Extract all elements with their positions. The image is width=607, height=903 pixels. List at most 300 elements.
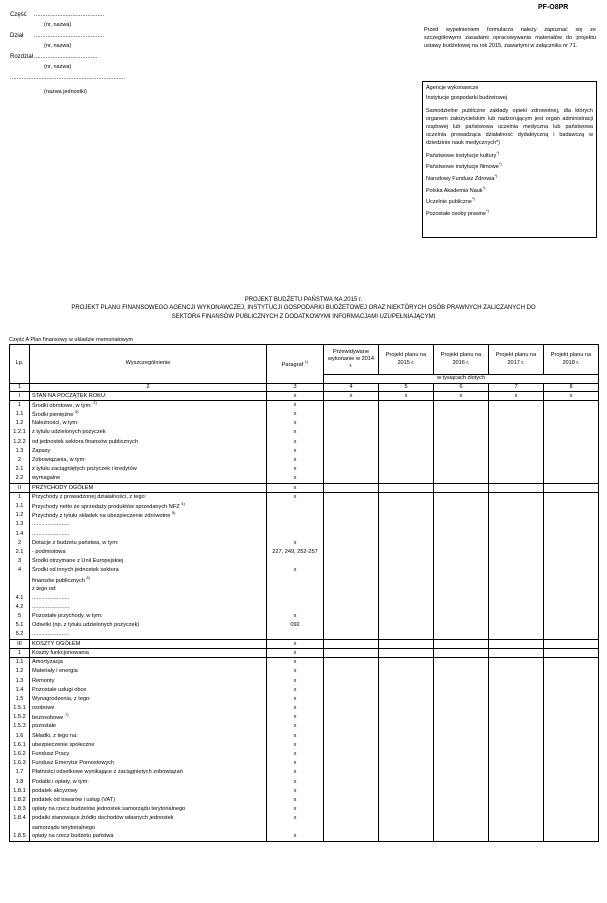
row-value-cell[interactable]	[324, 722, 379, 731]
row-value-cell[interactable]	[324, 759, 379, 768]
dzial-label: Dział	[10, 33, 24, 39]
dzial-sub: (nr, nazwa)	[44, 43, 72, 49]
row-value-cell[interactable]	[379, 833, 434, 842]
part-a-title: Część A Plan finansowy w układzie memoriałowym	[9, 337, 134, 343]
row-paragraph: x	[267, 731, 324, 740]
row-value-cell[interactable]	[434, 722, 489, 731]
row-description: Środki otrzymane z Unii Europejskiej	[30, 557, 267, 566]
row-value-cell[interactable]	[489, 686, 544, 695]
row-value-cell[interactable]	[379, 667, 434, 676]
row-value-cell[interactable]	[489, 823, 544, 832]
row-value-cell[interactable]	[489, 465, 544, 474]
row-value-cell[interactable]	[544, 750, 599, 759]
row-description: ........................	[30, 529, 267, 538]
row-value-cell[interactable]	[379, 750, 434, 759]
row-value-cell[interactable]	[379, 741, 434, 750]
row-value-cell[interactable]	[544, 805, 599, 814]
row-value-cell[interactable]	[489, 437, 544, 446]
row-value-cell[interactable]	[324, 833, 379, 842]
row-value-cell[interactable]	[544, 401, 599, 410]
row-value-cell[interactable]	[434, 658, 489, 667]
row-value-cell[interactable]	[324, 731, 379, 740]
row-description: z tytułu zaciągniętych pożyczek i kredytów	[30, 465, 267, 474]
row-value-cell[interactable]	[434, 575, 489, 584]
row-value-cell[interactable]	[379, 548, 434, 557]
row-value-cell[interactable]	[324, 704, 379, 713]
row-value-cell[interactable]	[489, 704, 544, 713]
row-paragraph: x	[267, 814, 324, 823]
row-value-cell[interactable]: x	[489, 392, 544, 401]
row-value-cell[interactable]	[489, 713, 544, 722]
row-value-cell[interactable]	[324, 474, 379, 483]
row-value-cell[interactable]	[324, 483, 379, 492]
row-value-cell[interactable]	[379, 502, 434, 511]
row-value-cell[interactable]	[434, 612, 489, 621]
row-value-cell[interactable]	[324, 814, 379, 823]
row-value-cell[interactable]	[489, 410, 544, 419]
row-value-cell[interactable]	[434, 649, 489, 658]
row-value-cell[interactable]	[379, 603, 434, 612]
row-value-cell[interactable]	[379, 814, 434, 823]
row-value-cell[interactable]	[324, 796, 379, 805]
row-value-cell[interactable]	[489, 557, 544, 566]
row-value-cell[interactable]	[324, 511, 379, 520]
row-value-cell[interactable]	[489, 777, 544, 786]
row-value-cell[interactable]	[324, 447, 379, 456]
row-value-cell[interactable]	[489, 667, 544, 676]
row-value-cell[interactable]	[379, 768, 434, 777]
row-value-cell[interactable]	[324, 649, 379, 658]
row-value-cell[interactable]	[379, 539, 434, 548]
row-value-cell[interactable]	[544, 741, 599, 750]
row-value-cell[interactable]	[544, 722, 599, 731]
row-value-cell[interactable]	[379, 511, 434, 520]
row-value-cell[interactable]	[489, 520, 544, 529]
row-value-cell[interactable]	[379, 676, 434, 685]
row-lp: 1.5.3	[10, 722, 30, 731]
row-value-cell[interactable]	[324, 539, 379, 548]
row-value-cell[interactable]	[489, 833, 544, 842]
row-value-cell[interactable]	[434, 787, 489, 796]
row-value-cell[interactable]: x	[379, 392, 434, 401]
row-value-cell[interactable]	[489, 447, 544, 456]
row-value-cell[interactable]	[324, 529, 379, 538]
row-value-cell[interactable]	[324, 686, 379, 695]
row-value-cell[interactable]	[379, 649, 434, 658]
row-value-cell[interactable]	[544, 777, 599, 786]
row-value-cell[interactable]	[489, 658, 544, 667]
row-lp: 1.1	[10, 658, 30, 667]
row-value-cell[interactable]	[489, 676, 544, 685]
row-value-cell[interactable]	[434, 704, 489, 713]
row-value-cell[interactable]	[489, 731, 544, 740]
row-value-cell[interactable]	[544, 548, 599, 557]
row-value-cell[interactable]	[434, 493, 489, 502]
row-value-cell[interactable]	[544, 603, 599, 612]
row-value-cell[interactable]	[434, 777, 489, 786]
row-value-cell[interactable]	[489, 401, 544, 410]
row-value-cell[interactable]	[489, 630, 544, 639]
row-value-cell[interactable]	[489, 529, 544, 538]
row-value-cell[interactable]	[324, 640, 379, 649]
row-value-cell[interactable]	[324, 750, 379, 759]
row-value-cell[interactable]	[544, 695, 599, 704]
row-value-cell[interactable]	[489, 695, 544, 704]
row-value-cell[interactable]	[489, 575, 544, 584]
entity-type-item[interactable]: Uczelnie publiczne*)	[426, 196, 475, 206]
row-value-cell[interactable]	[489, 640, 544, 649]
row-value-cell[interactable]	[379, 796, 434, 805]
row-value-cell[interactable]	[379, 640, 434, 649]
column-numbers-row	[10, 384, 599, 392]
row-lp	[10, 823, 30, 832]
table-row	[10, 456, 599, 465]
row-value-cell[interactable]	[379, 419, 434, 428]
row-value-cell[interactable]	[489, 612, 544, 621]
row-value-cell[interactable]	[324, 584, 379, 593]
row-value-cell[interactable]	[379, 621, 434, 630]
row-value-cell[interactable]	[489, 621, 544, 630]
row-value-cell[interactable]	[324, 768, 379, 777]
row-value-cell[interactable]	[379, 704, 434, 713]
row-value-cell[interactable]	[379, 447, 434, 456]
row-value-cell[interactable]	[489, 511, 544, 520]
row-value-cell[interactable]	[434, 474, 489, 483]
row-value-cell[interactable]	[544, 456, 599, 465]
row-value-cell[interactable]	[544, 474, 599, 483]
row-value-cell[interactable]	[489, 759, 544, 768]
row-value-cell[interactable]	[379, 823, 434, 832]
row-value-cell[interactable]	[434, 621, 489, 630]
row-value-cell[interactable]	[544, 796, 599, 805]
table-row	[10, 465, 599, 474]
row-value-cell[interactable]	[544, 539, 599, 548]
row-value-cell[interactable]	[544, 502, 599, 511]
entity-type-healthcare[interactable]: Samodzielne publiczne zakłady opieki zdrowotnej, dla których organem założycielskim lub nadzorującym jest organ administracji rządowej lub państwowa uczelnia medyczna lub państwowa uczelnia prowadząca działalność dydaktyczną i badawczą w dziedzinie nauk medycznych*)	[426, 108, 593, 146]
row-lp: 1.2	[10, 419, 30, 428]
row-value-cell[interactable]	[324, 575, 379, 584]
row-value-cell[interactable]	[324, 410, 379, 419]
row-value-cell[interactable]	[379, 575, 434, 584]
row-value-cell[interactable]	[434, 640, 489, 649]
row-value-cell[interactable]	[544, 768, 599, 777]
row-value-cell[interactable]	[324, 787, 379, 796]
row-value-cell[interactable]	[489, 548, 544, 557]
row-value-cell[interactable]	[544, 566, 599, 575]
row-value-cell[interactable]	[434, 520, 489, 529]
entity-type-item[interactable]: Państwowe instytucje kultury*)	[426, 149, 500, 159]
row-value-cell[interactable]	[379, 612, 434, 621]
row-value-cell[interactable]	[434, 823, 489, 832]
row-value-cell[interactable]	[379, 557, 434, 566]
row-value-cell[interactable]	[544, 630, 599, 639]
row-value-cell[interactable]	[379, 686, 434, 695]
row-value-cell[interactable]	[434, 833, 489, 842]
row-value-cell[interactable]	[324, 630, 379, 639]
row-value-cell[interactable]	[544, 594, 599, 603]
row-value-cell[interactable]	[379, 428, 434, 437]
table-row	[10, 796, 599, 805]
row-value-cell[interactable]	[324, 603, 379, 612]
row-value-cell[interactable]	[379, 465, 434, 474]
row-paragraph: x	[267, 768, 324, 777]
row-value-cell[interactable]	[489, 419, 544, 428]
entity-type-budget-institutions[interactable]: Instytucje gospodarki budżetowej	[426, 95, 508, 101]
row-value-cell[interactable]	[489, 787, 544, 796]
row-value-cell[interactable]	[434, 557, 489, 566]
row-value-cell[interactable]	[544, 833, 599, 842]
row-value-cell[interactable]	[324, 676, 379, 685]
row-lp: 3	[10, 557, 30, 566]
row-value-cell[interactable]	[544, 759, 599, 768]
row-value-cell[interactable]	[544, 640, 599, 649]
row-value-cell[interactable]	[324, 612, 379, 621]
row-value-cell[interactable]	[489, 796, 544, 805]
row-value-cell[interactable]	[489, 456, 544, 465]
row-value-cell[interactable]	[489, 603, 544, 612]
row-value-cell[interactable]	[324, 695, 379, 704]
row-value-cell[interactable]	[489, 584, 544, 593]
row-value-cell[interactable]	[434, 401, 489, 410]
row-value-cell[interactable]	[324, 777, 379, 786]
entity-type-item[interactable]: Pozostałe osoby prawne*)	[426, 207, 489, 217]
row-value-cell[interactable]	[434, 805, 489, 814]
row-value-cell[interactable]	[324, 557, 379, 566]
row-value-cell[interactable]	[544, 410, 599, 419]
row-value-cell[interactable]	[489, 428, 544, 437]
table-row	[10, 777, 599, 786]
row-lp: 1.6.3	[10, 759, 30, 768]
entity-type-list	[426, 151, 593, 221]
row-value-cell[interactable]	[544, 823, 599, 832]
row-value-cell[interactable]	[544, 428, 599, 437]
row-value-cell[interactable]	[379, 805, 434, 814]
column-number: 3	[267, 384, 324, 392]
row-value-cell[interactable]	[544, 713, 599, 722]
row-value-cell[interactable]	[379, 584, 434, 593]
row-value-cell[interactable]	[434, 502, 489, 511]
row-value-cell[interactable]	[544, 465, 599, 474]
row-value-cell[interactable]	[324, 805, 379, 814]
row-paragraph: x	[267, 695, 324, 704]
row-value-cell[interactable]	[544, 787, 599, 796]
row-value-cell[interactable]	[324, 658, 379, 667]
row-value-cell[interactable]	[324, 823, 379, 832]
row-value-cell[interactable]	[544, 419, 599, 428]
row-value-cell[interactable]	[434, 548, 489, 557]
entity-type-item[interactable]: Państwowe instytucje filmowe*)	[426, 161, 502, 171]
row-value-cell[interactable]	[434, 676, 489, 685]
row-value-cell[interactable]	[324, 713, 379, 722]
row-value-cell[interactable]	[434, 539, 489, 548]
row-value-cell[interactable]	[434, 768, 489, 777]
row-value-cell[interactable]	[489, 750, 544, 759]
row-value-cell[interactable]	[544, 676, 599, 685]
row-value-cell[interactable]	[434, 529, 489, 538]
row-value-cell[interactable]	[544, 520, 599, 529]
entity-type-item[interactable]: Narodowy Fundusz Zdrowia*)	[426, 173, 498, 182]
row-value-cell[interactable]	[434, 603, 489, 612]
row-lp: 1.3	[10, 676, 30, 685]
row-value-cell[interactable]	[434, 741, 489, 750]
row-value-cell[interactable]	[379, 401, 434, 410]
row-value-cell[interactable]	[434, 796, 489, 805]
row-value-cell[interactable]	[379, 437, 434, 446]
row-value-cell[interactable]	[379, 594, 434, 603]
row-value-cell[interactable]	[544, 575, 599, 584]
row-value-cell[interactable]	[544, 686, 599, 695]
row-value-cell[interactable]	[379, 474, 434, 483]
row-value-cell[interactable]	[379, 493, 434, 502]
row-value-cell[interactable]	[544, 529, 599, 538]
row-value-cell[interactable]	[379, 713, 434, 722]
row-value-cell[interactable]	[379, 695, 434, 704]
row-value-cell[interactable]	[324, 401, 379, 410]
row-value-cell[interactable]	[489, 566, 544, 575]
row-lp: 1.5	[10, 695, 30, 704]
table-row	[10, 630, 599, 639]
row-value-cell[interactable]	[544, 447, 599, 456]
row-value-cell[interactable]	[434, 731, 489, 740]
row-value-cell[interactable]	[324, 741, 379, 750]
row-value-cell[interactable]	[324, 465, 379, 474]
row-value-cell[interactable]	[324, 667, 379, 676]
row-value-cell[interactable]	[379, 520, 434, 529]
czesc-field[interactable]: ..........................................	[34, 12, 105, 18]
jednostka-field[interactable]: .....................................................................	[10, 75, 126, 81]
row-value-cell[interactable]	[324, 437, 379, 446]
row-value-cell[interactable]	[324, 428, 379, 437]
row-value-cell[interactable]	[434, 428, 489, 437]
row-value-cell[interactable]	[379, 529, 434, 538]
row-value-cell[interactable]	[379, 722, 434, 731]
row-value-cell[interactable]	[324, 548, 379, 557]
row-value-cell[interactable]	[434, 686, 489, 695]
table-row	[10, 548, 599, 557]
row-value-cell[interactable]	[489, 741, 544, 750]
row-description: Fundusz Emerytur Pomostowych	[30, 759, 267, 768]
row-value-cell[interactable]	[434, 713, 489, 722]
row-value-cell[interactable]	[544, 704, 599, 713]
row-value-cell[interactable]	[324, 419, 379, 428]
row-value-cell[interactable]	[434, 759, 489, 768]
row-value-cell[interactable]	[434, 814, 489, 823]
row-value-cell[interactable]	[544, 511, 599, 520]
row-value-cell[interactable]	[324, 456, 379, 465]
row-value-cell[interactable]	[544, 814, 599, 823]
row-description: - podmiotowa	[30, 548, 267, 557]
row-value-cell[interactable]	[434, 456, 489, 465]
row-value-cell[interactable]	[379, 483, 434, 492]
row-value-cell[interactable]	[489, 539, 544, 548]
dzial-field[interactable]: ..........................................	[34, 33, 105, 39]
row-value-cell[interactable]	[544, 658, 599, 667]
row-value-cell[interactable]	[544, 483, 599, 492]
row-value-cell[interactable]	[379, 787, 434, 796]
rozdzial-sub: (nr, nazwa)	[44, 64, 72, 70]
row-value-cell[interactable]	[544, 731, 599, 740]
entity-type-agencies[interactable]: Agencje wykonawcze	[426, 85, 479, 91]
row-value-cell[interactable]	[489, 768, 544, 777]
row-value-cell[interactable]	[324, 502, 379, 511]
row-value-cell[interactable]: x	[324, 392, 379, 401]
row-value-cell[interactable]	[489, 493, 544, 502]
row-value-cell[interactable]	[434, 667, 489, 676]
row-value-cell[interactable]	[544, 621, 599, 630]
row-value-cell[interactable]	[434, 447, 489, 456]
row-value-cell[interactable]	[434, 695, 489, 704]
column-number: 4	[324, 384, 379, 392]
row-value-cell[interactable]	[544, 649, 599, 658]
row-value-cell[interactable]	[379, 759, 434, 768]
row-lp: 1.2.2	[10, 437, 30, 446]
row-value-cell[interactable]	[544, 612, 599, 621]
row-value-cell[interactable]	[434, 630, 489, 639]
row-value-cell[interactable]	[489, 594, 544, 603]
row-value-cell[interactable]	[434, 437, 489, 446]
row-value-cell[interactable]	[379, 658, 434, 667]
row-value-cell[interactable]	[324, 520, 379, 529]
row-description: z tego od:	[30, 584, 267, 593]
row-value-cell[interactable]	[489, 805, 544, 814]
row-value-cell[interactable]	[434, 511, 489, 520]
row-lp: 2.1	[10, 465, 30, 474]
row-value-cell[interactable]	[379, 566, 434, 575]
row-value-cell[interactable]	[489, 649, 544, 658]
row-paragraph: x	[267, 750, 324, 759]
row-value-cell[interactable]: x	[434, 392, 489, 401]
row-value-cell[interactable]	[489, 483, 544, 492]
row-value-cell[interactable]	[489, 722, 544, 731]
row-value-cell[interactable]	[434, 594, 489, 603]
row-value-cell[interactable]	[434, 483, 489, 492]
row-paragraph: x	[267, 474, 324, 483]
row-description: Wynagrodzenia, z tego:	[30, 695, 267, 704]
row-value-cell[interactable]	[489, 474, 544, 483]
column-number: 2	[30, 384, 267, 392]
table-row	[10, 833, 599, 842]
row-value-cell[interactable]: x	[544, 392, 599, 401]
row-value-cell[interactable]	[489, 502, 544, 511]
row-value-cell[interactable]	[379, 731, 434, 740]
row-value-cell[interactable]	[324, 621, 379, 630]
rozdzial-field[interactable]: ......................................	[34, 54, 98, 60]
row-value-cell[interactable]	[379, 410, 434, 419]
row-value-cell[interactable]	[544, 557, 599, 566]
row-value-cell[interactable]	[379, 777, 434, 786]
row-value-cell[interactable]	[544, 667, 599, 676]
row-value-cell[interactable]	[434, 750, 489, 759]
row-value-cell[interactable]	[324, 566, 379, 575]
table-row	[10, 722, 599, 731]
row-value-cell[interactable]	[379, 630, 434, 639]
row-lp: 1.6.2	[10, 750, 30, 759]
row-value-cell[interactable]	[434, 584, 489, 593]
row-value-cell[interactable]	[434, 410, 489, 419]
row-value-cell[interactable]	[434, 419, 489, 428]
row-value-cell[interactable]	[434, 465, 489, 474]
row-value-cell[interactable]	[544, 437, 599, 446]
row-paragraph: x	[267, 566, 324, 575]
row-value-cell[interactable]	[489, 814, 544, 823]
row-value-cell[interactable]	[324, 493, 379, 502]
entity-type-item[interactable]: Polska Akademia Nauk*)	[426, 184, 486, 194]
row-value-cell[interactable]	[544, 584, 599, 593]
row-value-cell[interactable]	[434, 566, 489, 575]
row-value-cell[interactable]	[379, 456, 434, 465]
row-value-cell[interactable]	[324, 594, 379, 603]
row-value-cell[interactable]	[544, 493, 599, 502]
